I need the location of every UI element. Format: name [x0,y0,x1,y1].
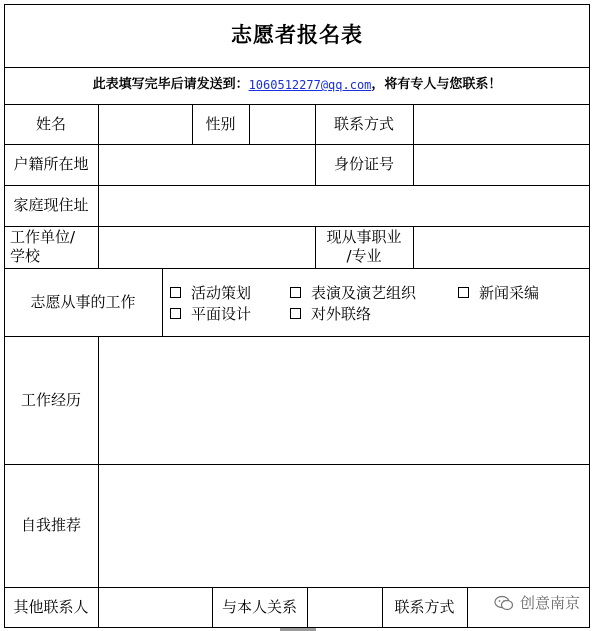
contact-field[interactable] [414,105,590,144]
email-link[interactable]: 1060512277@qq.com [248,78,372,92]
name-label: 姓名 [35,114,66,133]
other-contact-field[interactable] [99,588,212,628]
address-field[interactable] [99,186,590,226]
experience-field[interactable] [99,337,590,464]
relation-field[interactable] [308,588,382,628]
form-title: 志愿者报名表 [231,23,363,48]
watermark [494,592,580,613]
wechat-icon [494,595,514,611]
workplace-field[interactable] [99,227,315,268]
experience-label: 工作经历 [20,390,81,409]
submission-notice [4,67,590,104]
contact2-label: 联系方式 [394,598,455,617]
volunteer-work-label: 志愿从事的工作 [30,292,136,311]
option-label: 新闻采编 [479,284,540,302]
checkbox[interactable] [290,308,301,319]
option-label: 表演及演艺组织 [311,284,417,302]
col-divider [162,268,163,336]
checkbox[interactable] [458,287,469,298]
id-number-label: 身份证号 [333,155,394,174]
option-performance-organization[interactable] [290,282,416,303]
workplace-label-line1: 工作单位/ [10,227,76,246]
checkbox[interactable] [290,287,301,298]
option-label: 平面设计 [191,305,252,323]
gender-label: 性别 [205,114,236,133]
volunteer-registration-form [4,4,590,628]
occupation-label-line1: 现从事职业 [326,227,402,246]
address-label: 家庭现住址 [13,196,89,215]
workplace-label [4,226,98,268]
option-graphic-design[interactable] [170,303,251,324]
notice-suffix: ，将有专人与您联系！ [371,77,502,93]
option-news-editing[interactable] [458,282,539,303]
notice-prefix: 此表填写完毕后请发送到： [92,77,249,93]
workplace-label-line2: 学校 [10,247,41,265]
option-event-planning[interactable] [170,282,251,303]
other-contact-label: 其他联系人 [13,598,89,617]
checkbox[interactable] [170,287,181,298]
name-field[interactable] [99,105,192,144]
checkbox[interactable] [170,308,181,319]
occupation-label [315,226,413,268]
hukou-label: 户籍所在地 [13,155,89,174]
occupation-field[interactable] [414,227,590,268]
contact-label: 联系方式 [333,114,394,133]
id-number-field[interactable] [414,145,590,185]
watermark-text: 创意南京 [519,594,580,612]
option-label: 活动策划 [191,284,252,302]
gender-field[interactable] [250,105,315,144]
option-external-liaison[interactable] [290,303,371,324]
hukou-field[interactable] [99,145,315,185]
relation-label: 与本人关系 [221,598,297,617]
occupation-label-line2: /专业 [346,247,382,265]
self-intro-label: 自我推荐 [20,516,81,535]
option-label: 对外联络 [311,305,372,323]
self-intro-field[interactable] [99,465,590,587]
